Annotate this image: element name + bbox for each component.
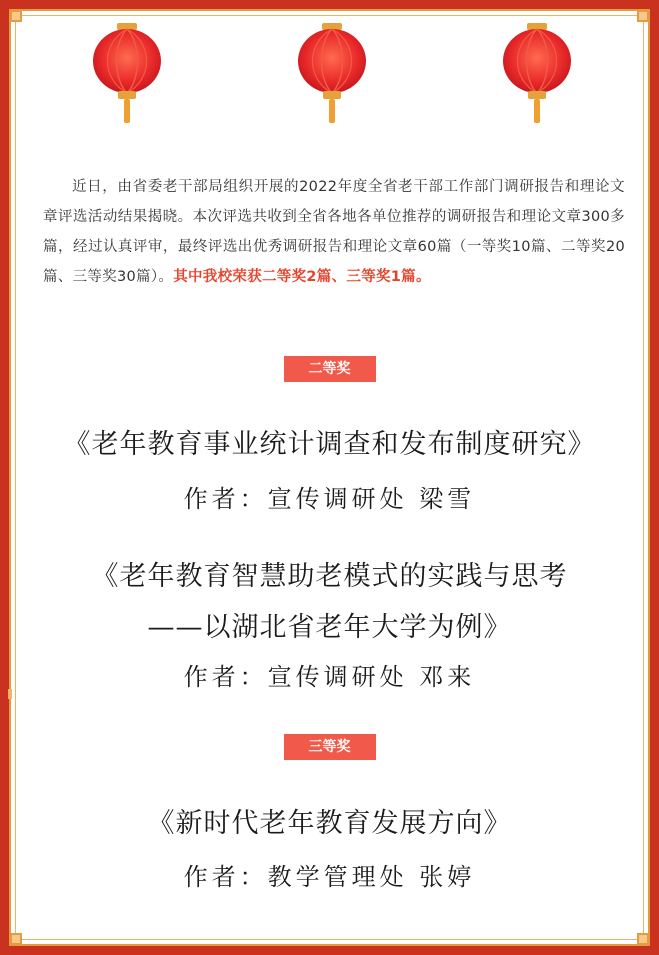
lantern-icon bbox=[296, 23, 368, 123]
work-author: 作者：教学管理处 张婷 bbox=[183, 863, 476, 891]
work-title: 《新时代老年教育发展方向》 bbox=[147, 808, 512, 839]
intro-paragraph bbox=[43, 172, 625, 292]
work-author: 作者：宣传调研处 梁雪 bbox=[183, 485, 476, 513]
corner-ornament-bottom-left bbox=[10, 933, 22, 945]
intro-text: 近日，由省委老干部局组织开展的2022年度全省老干部工作部门调研报告和理论文章评选活动结果揭晓。本次评选共收到全省各地各单位推荐的调研报告和理论文章300多篇，经过认真评审，最终评选出优秀调研报告和理论文章60篇（一等奖10篇、二等奖20篇、三等奖30篇）。 bbox=[43, 178, 625, 285]
lantern-icon bbox=[501, 23, 573, 123]
lantern-icon bbox=[91, 23, 163, 123]
work-title-subtitle: ——以湖北省老年大学为例》 bbox=[147, 612, 512, 643]
corner-ornament-top-left bbox=[10, 10, 22, 22]
corner-ornament-bottom-right bbox=[637, 933, 649, 945]
work-author: 作者：宣传调研处 邓来 bbox=[183, 663, 476, 691]
second-prize-badge: 二等奖 bbox=[284, 356, 376, 382]
work-title: 《老年教育事业统计调查和发布制度研究》 bbox=[63, 429, 596, 460]
third-prize-badge: 三等奖 bbox=[284, 734, 376, 760]
intro-highlight: 其中我校荣获二等奖2篇、三等奖1篇。 bbox=[173, 268, 431, 285]
corner-ornament-top-right bbox=[637, 10, 649, 22]
work-title: 《老年教育智慧助老模式的实践与思考 bbox=[91, 561, 568, 592]
